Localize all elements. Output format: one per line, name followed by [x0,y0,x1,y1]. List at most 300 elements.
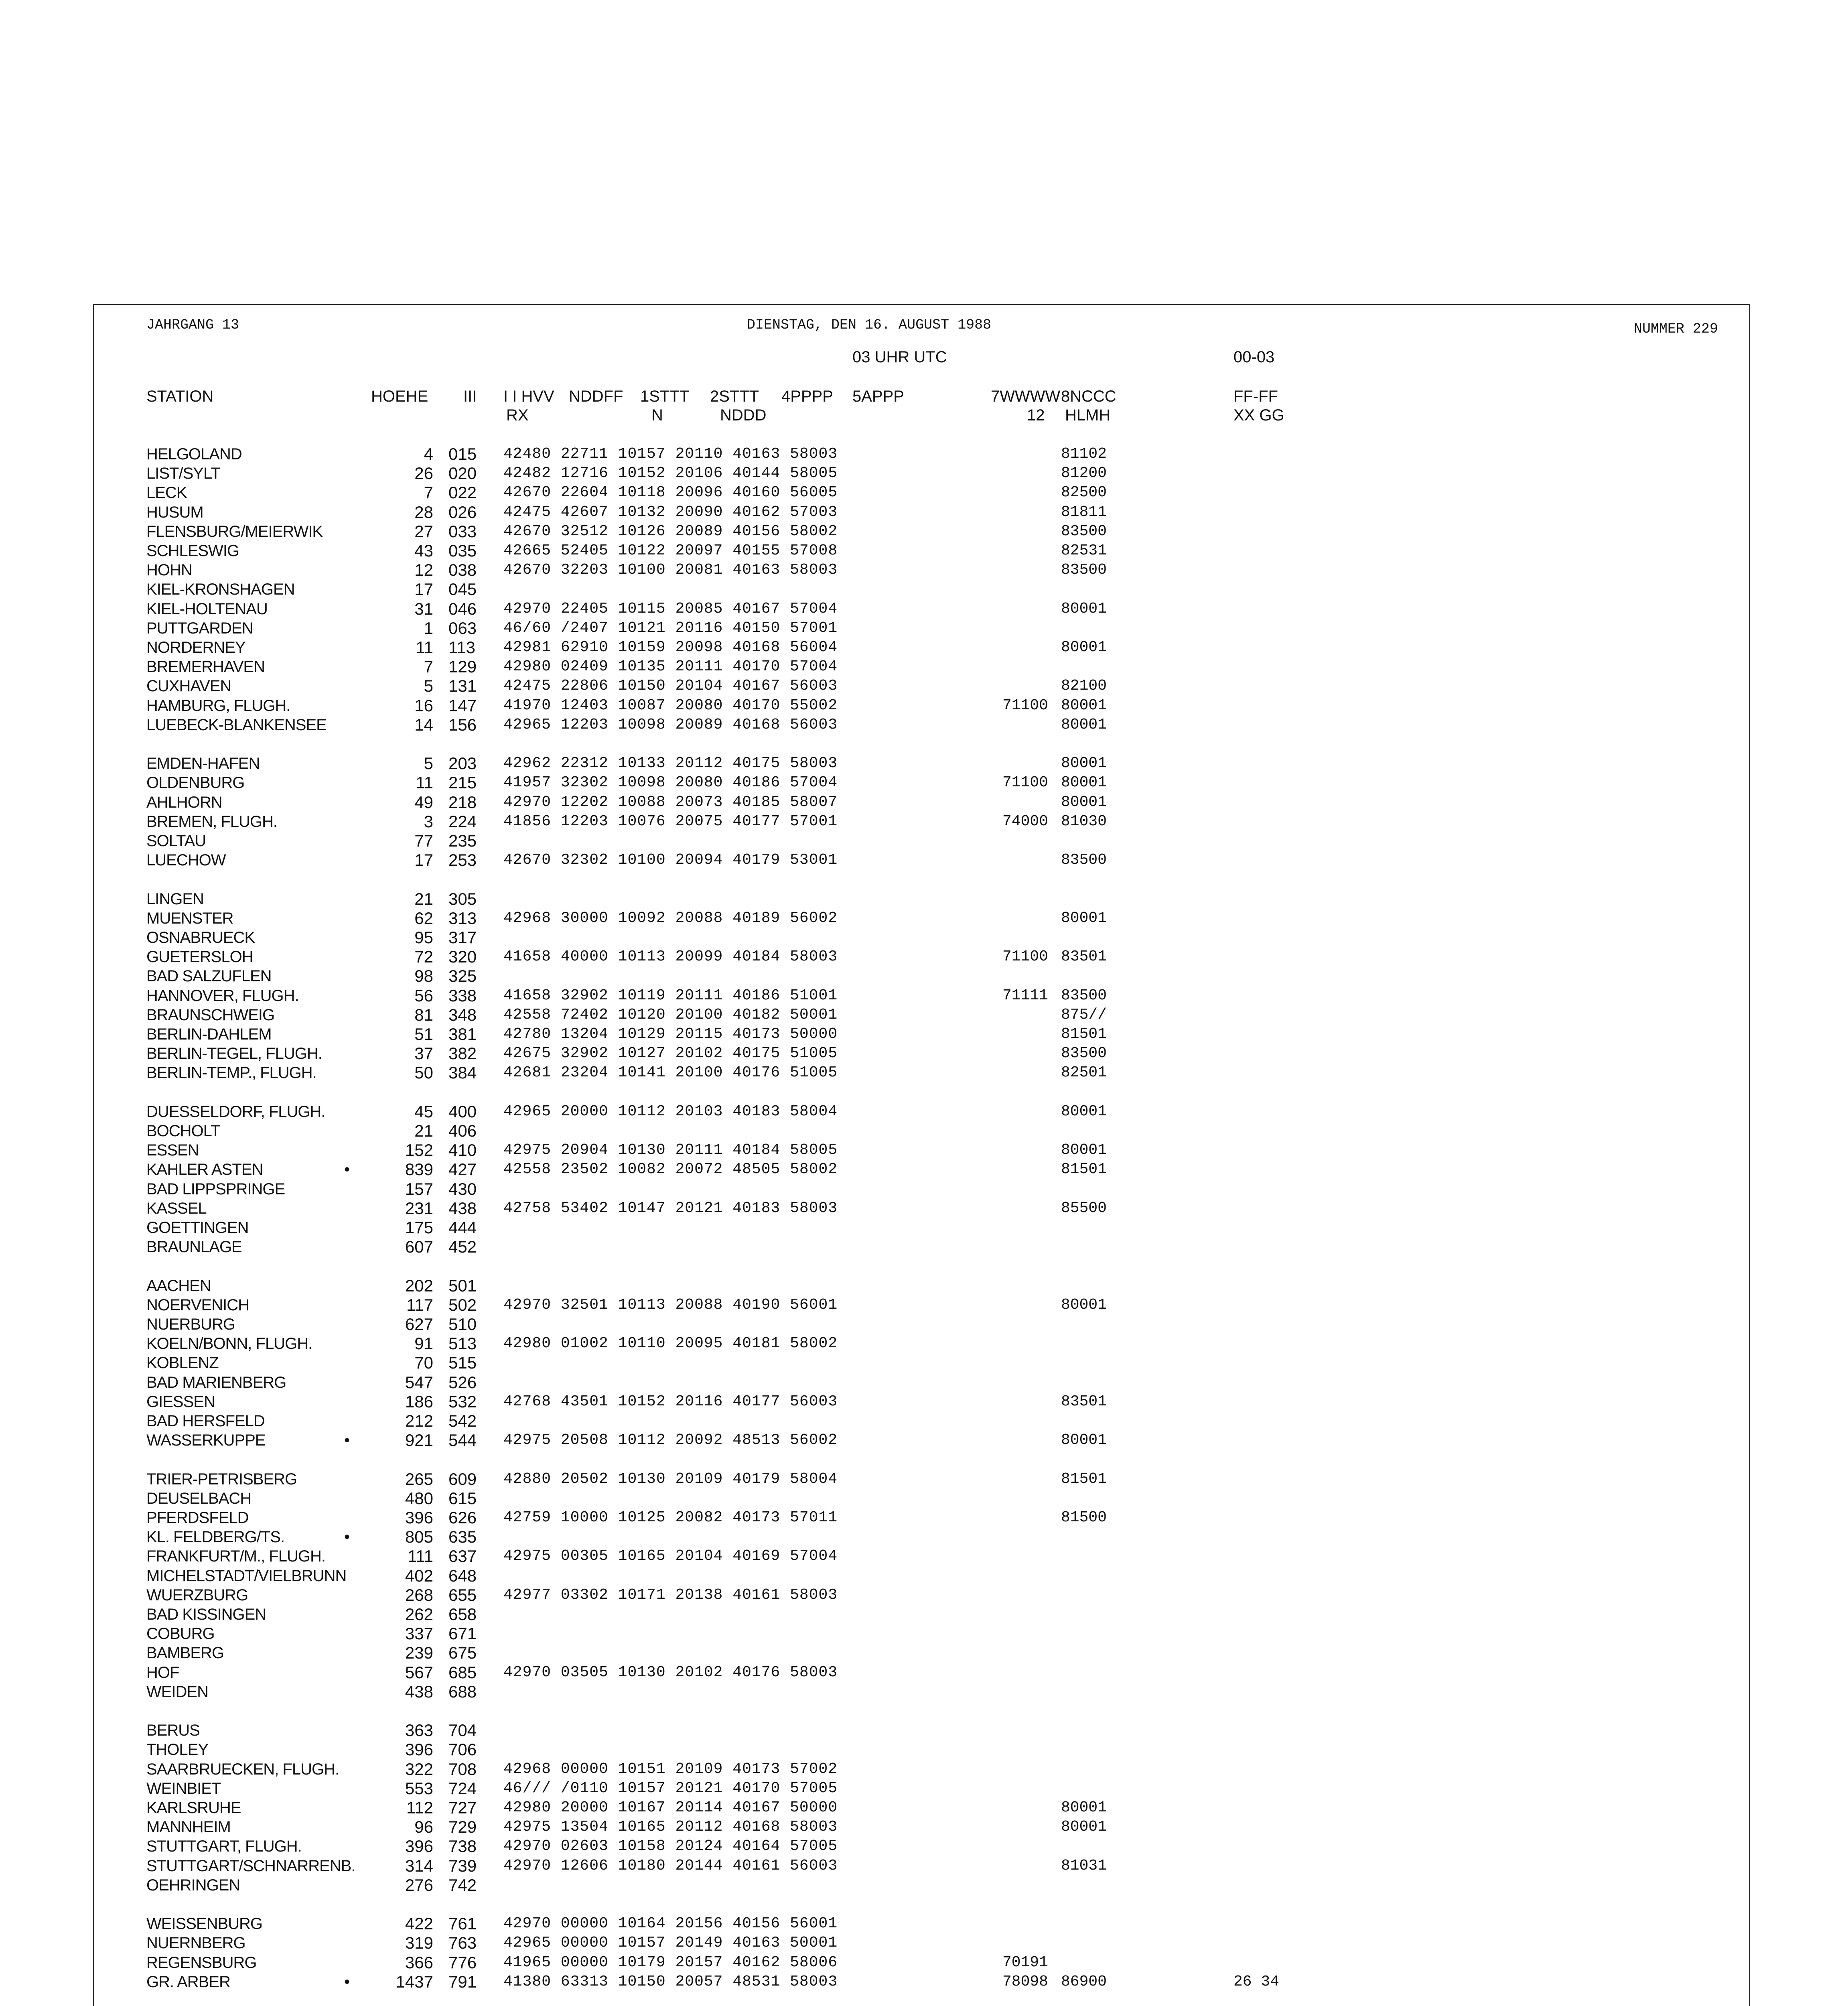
synop-groups: 42880 20502 10130 20109 40179 58004 [503,1470,838,1488]
observation-window: 00-03 [1233,348,1275,366]
station-id: 706 [448,1740,477,1759]
table-row [0,1643,1848,1663]
table-row [0,1295,1848,1315]
cloud-group: 81031 [1061,1857,1107,1874]
station-height: 1437 [396,1972,433,1991]
weather-group: 78098 [1002,1973,1048,1990]
synop-groups: 42681 23204 10141 20100 40176 51005 [503,1064,838,1082]
table-row [0,1005,1848,1025]
col-g6a: 5APPP [852,388,904,405]
station-id: 526 [448,1373,477,1392]
station-id: 348 [448,1005,477,1024]
station-name: WEISSENBURG [146,1915,263,1933]
table-row [0,1315,1848,1334]
cloud-group: 81102 [1061,445,1107,463]
synop-groups: 42670 32302 10100 20094 40179 53001 [503,851,838,869]
station-id: 704 [448,1721,477,1740]
station-height: 28 [414,502,433,522]
station-id: 384 [448,1063,477,1082]
table-row [0,1044,1848,1063]
station-height: 26 [414,464,433,483]
station-name: SCHLESWIG [146,542,239,560]
station-height: 319 [405,1933,433,1953]
station-name: GIESSEN [146,1393,215,1411]
station-height: 21 [414,1121,433,1140]
table-row [0,1450,1848,1469]
station-id: 400 [448,1102,477,1121]
station-id: 502 [448,1295,477,1314]
table-row [0,1566,1848,1586]
cloud-group: 82501 [1061,1064,1107,1082]
station-name: LUECHOW [146,851,226,869]
station-name: PFERDSFELD [146,1509,249,1527]
synop-groups: 42970 02603 10158 20124 40164 57005 [503,1837,838,1855]
weather-group: 71111 [1002,987,1048,1004]
synop-groups: 42970 22405 10115 20085 40167 57004 [503,600,838,617]
station-name: FRANKFURT/M., FLUGH. [146,1547,325,1565]
station-height: 186 [405,1392,433,1411]
station-name: BREMERHAVEN [146,658,265,676]
table-row [0,1914,1848,1933]
station-id: 203 [448,754,477,773]
synop-groups: 42975 20508 10112 20092 48513 56002 [503,1431,838,1449]
station-id: 046 [448,599,477,618]
station-id: 637 [448,1547,477,1566]
station-height: 72 [414,947,433,966]
station-id: 338 [448,986,477,1005]
table-row [0,1199,1848,1218]
station-id: 026 [448,502,477,522]
mountain-marker: • [344,1431,350,1450]
station-name: NUERBURG [146,1316,235,1333]
table-row [0,1721,1848,1740]
table-row [0,735,1848,754]
cloud-group: 81200 [1061,465,1107,482]
synop-groups: 42968 30000 10092 20088 40189 56002 [503,909,838,927]
station-name: DUESSELDORF, FLUGH. [146,1102,325,1121]
station-height: 27 [414,522,433,541]
cloud-group: 81501 [1061,1161,1107,1178]
station-id: 033 [448,522,477,541]
station-id: 406 [448,1121,477,1140]
table-row [0,1586,1848,1605]
table-row [0,966,1848,986]
station-height: 5 [424,676,433,696]
station-id: 430 [448,1179,477,1198]
station-name: LECK [146,484,187,502]
weather-group: 74000 [1002,812,1048,830]
station-id: 320 [448,947,477,966]
col-g3b: N [651,406,663,424]
cloud-group: 80001 [1061,1799,1107,1816]
station-height: 152 [405,1141,433,1160]
station-height: 553 [405,1779,433,1798]
station-name: WEINBIET [146,1779,221,1797]
table-row [0,851,1848,870]
table-row [0,1701,1848,1721]
station-id: 761 [448,1914,477,1933]
station-name: MUENSTER [146,909,233,927]
synop-groups: 41658 40000 10113 20099 40184 58003 [503,948,838,966]
station-height: 1 [424,618,433,638]
station-height: 21 [414,889,433,908]
table-row [0,812,1848,831]
station-id: 045 [448,580,477,599]
cloud-group: 85500 [1061,1199,1107,1217]
station-id: 313 [448,908,477,928]
table-row [0,773,1848,792]
table-row [0,1972,1848,1992]
table-row [0,1508,1848,1527]
synop-groups: 42968 00000 10151 20109 40173 57002 [503,1760,838,1778]
table-row [0,1779,1848,1798]
cloud-group: 80001 [1061,600,1107,617]
station-name: BAD MARIENBERG [146,1373,286,1391]
col-g4a: 2STTT [710,388,759,405]
table-row [0,1527,1848,1547]
station-id: 444 [448,1218,477,1237]
station-id: 156 [448,715,477,734]
station-name: LIST/SYLT [146,465,220,483]
table-row [0,676,1848,696]
col-g8b: HLMH [1065,406,1111,424]
station-height: 212 [405,1411,433,1430]
table-row [0,1856,1848,1876]
table-row [0,1431,1848,1450]
synop-groups: 42965 12203 10098 20089 40168 56003 [503,716,838,733]
station-height: 262 [405,1605,433,1624]
station-name: WEIDEN [146,1683,208,1701]
cloud-group: 80001 [1061,1818,1107,1836]
cloud-group: 83500 [1061,1045,1107,1062]
col-g2a: NDDFF [569,388,623,405]
col-g7b: 12 [1027,406,1045,424]
station-name: FLENSBURG/MEIERWIK [146,522,323,540]
station-height: 157 [405,1179,433,1198]
table-row [0,445,1848,464]
station-name: KOBLENZ [146,1354,219,1372]
synop-groups: 46/60 /2407 10121 20116 40150 57001 [503,619,838,637]
station-name: KIEL-HOLTENAU [146,600,268,618]
station-height: 31 [414,599,433,618]
station-id: 063 [448,618,477,638]
table-row [0,1760,1848,1779]
table-row [0,483,1848,502]
table-row [0,1353,1848,1373]
station-height: 438 [405,1682,433,1701]
date-label: DIENSTAG, DEN 16. AUGUST 1988 [747,317,992,333]
table-row [0,1180,1848,1199]
cloud-group: 83500 [1061,561,1107,579]
station-name: HANNOVER, FLUGH. [146,987,299,1005]
table-row [0,1740,1848,1759]
station-name: MANNHEIM [146,1818,231,1836]
station-name: BAD HERSFELD [146,1412,265,1430]
station-id: 147 [448,696,477,715]
synop-groups: 42558 72402 10120 20100 40182 50001 [503,1006,838,1023]
table-row [0,1025,1848,1044]
station-name: CUXHAVEN [146,677,231,695]
station-height: 7 [424,483,433,502]
station-id: 513 [448,1334,477,1353]
table-row [0,831,1848,851]
station-id: 708 [448,1759,477,1779]
station-name: LINGEN [146,890,204,908]
station-id: 020 [448,464,477,483]
table-row [0,1547,1848,1566]
station-id: 635 [448,1527,477,1547]
col-g9b: XX GG [1233,406,1284,424]
station-height: 402 [405,1566,433,1585]
station-height: 11 [416,773,433,792]
weather-group: 70191 [1002,1953,1048,1971]
cloud-group: 80001 [1061,1431,1107,1449]
station-height: 16 [414,696,433,715]
station-height: 839 [405,1160,433,1179]
station-height: 337 [405,1624,433,1643]
table-row [0,1837,1848,1856]
issue-number: NUMMER 229 [1634,321,1718,337]
table-row [0,1876,1848,1895]
station-id: 215 [448,773,477,792]
station-id: 763 [448,1933,477,1953]
table-row [0,1682,1848,1701]
synop-groups: 42975 13504 10165 20112 40168 58003 [503,1818,838,1836]
table-row [0,1798,1848,1817]
cloud-group: 80001 [1061,909,1107,927]
table-row [0,1121,1848,1141]
cloud-group: 86900 [1061,1973,1107,1990]
station-id: 410 [448,1141,477,1160]
cloud-group: 80001 [1061,755,1107,772]
station-name: STUTTGART/SCHNARRENB. [146,1857,355,1875]
table-row [0,1933,1848,1953]
synop-groups: 42980 20000 10167 20114 40167 50000 [503,1799,838,1816]
station-id: 738 [448,1837,477,1856]
station-name: WUERZBURG [146,1586,248,1604]
table-row [0,1218,1848,1237]
synop-groups: 41380 63313 10150 20057 48531 58003 [503,1973,838,1990]
station-name: BRAUNSCHWEIG [146,1006,275,1024]
synop-groups: 42965 20000 10112 20103 40183 58004 [503,1102,838,1120]
station-height: 62 [414,908,433,928]
station-name: BERLIN-TEMP., FLUGH. [146,1064,316,1082]
station-id: 544 [448,1431,477,1450]
station-height: 239 [405,1643,433,1663]
station-height: 91 [414,1334,433,1353]
station-name: KIEL-KRONSHAGEN [146,581,295,599]
station-id: 724 [448,1779,477,1798]
synop-groups: 42970 32501 10113 20088 40190 56001 [503,1296,838,1314]
station-height: 265 [405,1469,433,1488]
cloud-group: 83501 [1061,1393,1107,1410]
table-row [0,870,1848,889]
cloud-group: 83500 [1061,522,1107,540]
station-name: STUTTGART, FLUGH. [146,1837,302,1856]
station-height: 117 [406,1295,433,1314]
station-height: 314 [405,1856,433,1875]
synop-groups: 42480 22711 10157 20110 40163 58003 [503,445,838,463]
station-height: 3 [424,812,433,831]
station-id: 626 [448,1508,477,1527]
synop-groups: 41970 12403 10087 20080 40170 55002 [503,696,838,714]
cloud-group: 875// [1061,1006,1107,1023]
station-name: DEUSELBACH [146,1489,252,1507]
station-id: 022 [448,483,477,502]
synop-groups: 41658 32902 10119 20111 40186 51001 [503,987,838,1004]
station-id: 038 [448,560,477,580]
mountain-marker: • [344,1161,350,1179]
synop-groups: 42759 10000 10125 20082 40173 57011 [503,1509,838,1526]
station-id: 427 [448,1160,477,1179]
station-height: 921 [405,1431,433,1450]
station-id: 317 [448,928,477,947]
station-id: 658 [448,1605,477,1624]
station-id: 615 [448,1488,477,1508]
table-row [0,928,1848,947]
station-name: GR. ARBER [146,1973,230,1991]
station-name: HELGOLAND [146,445,242,463]
station-height: 268 [405,1585,433,1604]
station-id: 381 [448,1025,477,1044]
station-name: EMDEN-HAFEN [146,755,260,773]
station-id: 253 [448,851,477,870]
station-name: AACHEN [146,1277,211,1295]
station-height: 396 [405,1740,433,1759]
table-row [0,464,1848,483]
station-name: HOHN [146,561,192,579]
station-id: 729 [448,1817,477,1837]
station-name: HAMBURG, FLUGH. [146,696,290,715]
station-height: 37 [414,1044,433,1063]
station-name: BAD SALZUFLEN [146,967,272,985]
station-id: 648 [448,1566,477,1585]
weather-group: 71100 [1002,774,1048,792]
station-name: NUERNBERG [146,1934,245,1952]
station-height: 14 [414,715,433,734]
synop-groups: 42970 00000 10164 20156 40156 56001 [503,1915,838,1933]
table-row [0,1160,1848,1179]
station-id: 791 [448,1972,477,1991]
station-height: 5 [424,754,433,773]
synop-groups: 42675 32902 10127 20102 40175 51005 [503,1045,838,1062]
cloud-group: 83500 [1061,851,1107,869]
synop-groups: 42970 03505 10130 20102 40176 58003 [503,1663,838,1681]
col-g3a: 1STTT [640,388,690,405]
cloud-group: 80001 [1061,1141,1107,1159]
station-id: 218 [448,792,477,812]
station-id: 655 [448,1585,477,1604]
col-g9a: FF-FF [1233,388,1278,405]
cloud-group: 80001 [1061,1102,1107,1120]
station-height: 202 [405,1276,433,1295]
synop-groups: 42665 52405 10122 20097 40155 57008 [503,542,838,559]
col-g5a: 4PPPP [781,388,833,405]
synop-groups: 42670 32512 10126 20089 40156 58002 [503,522,838,540]
station-id: 235 [448,831,477,850]
station-height: 422 [405,1914,433,1933]
cloud-group: 82531 [1061,542,1107,559]
station-height: 805 [405,1527,433,1547]
station-name: NOERVENICH [146,1296,249,1314]
cloud-group: 81500 [1061,1509,1107,1526]
station-id: 671 [448,1624,477,1643]
synop-groups: 42962 22312 10133 20112 40175 58003 [503,755,838,772]
station-height: 17 [414,851,433,870]
synop-groups: 42970 12202 10088 20073 40185 58007 [503,793,838,811]
cloud-group: 80001 [1061,1296,1107,1314]
station-name: BERLIN-TEGEL, FLUGH. [146,1045,322,1063]
station-name: BAD LIPPSPRINGE [146,1180,285,1198]
synop-groups: 42980 01002 10110 20095 40181 58002 [503,1335,838,1352]
station-name: THOLEY [146,1741,209,1759]
station-id: 305 [448,889,477,908]
col-g1b: RX [506,406,529,424]
table-row [0,560,1848,580]
station-name: BAMBERG [146,1644,224,1662]
station-id: 501 [448,1276,477,1295]
table-row [0,1276,1848,1295]
station-height: 98 [414,966,433,986]
station-id: 532 [448,1392,477,1411]
station-name: NORDERNEY [146,639,245,656]
col-hoehe: HOEHE [371,388,428,405]
table-row [0,1624,1848,1643]
station-height: 51 [414,1025,433,1044]
station-height: 231 [405,1198,433,1218]
station-height: 111 [408,1547,433,1566]
station-id: 542 [448,1411,477,1430]
synop-groups: 42780 13204 10129 20115 40173 50000 [503,1025,838,1043]
col-station: STATION [146,388,214,405]
station-name: BOCHOLT [146,1122,220,1140]
table-row [0,1817,1848,1837]
table-row [0,793,1848,812]
station-name: OSNABRUECK [146,929,255,946]
station-height: 112 [406,1798,433,1817]
station-name: BERUS [146,1722,200,1740]
col-g8a: 8NCCC [1061,388,1116,405]
table-row [0,522,1848,541]
cloud-group: 82500 [1061,484,1107,502]
station-name: AHLHORN [146,793,222,811]
station-name: ESSEN [146,1141,199,1159]
synop-groups: 42975 00305 10165 20104 40169 57004 [503,1547,838,1565]
station-name: BREMEN, FLUGH. [146,812,278,830]
station-id: 129 [448,657,477,676]
synop-groups: 42475 42607 10132 20090 40162 57003 [503,503,838,521]
station-id: 688 [448,1682,477,1701]
table-row [0,657,1848,676]
station-height: 11 [416,638,433,657]
station-id: 131 [448,676,477,696]
table-row [0,715,1848,735]
station-name: TRIER-PETRISBERG [146,1470,297,1488]
table-row [0,1373,1848,1392]
mountain-marker: • [344,1973,350,1991]
station-height: 95 [414,928,433,947]
station-id: 727 [448,1798,477,1817]
synop-groups: 41856 12203 10076 20075 40177 57001 [503,812,838,830]
station-id: 035 [448,541,477,560]
weather-group: 71100 [1002,696,1048,714]
station-height: 396 [405,1508,433,1527]
cloud-group: 81811 [1061,503,1107,521]
station-name: LUEBECK-BLANKENSEE [146,716,327,734]
table-row [0,1411,1848,1431]
station-name: SAARBRUECKEN, FLUGH. [146,1760,339,1778]
table-row [0,1392,1848,1411]
